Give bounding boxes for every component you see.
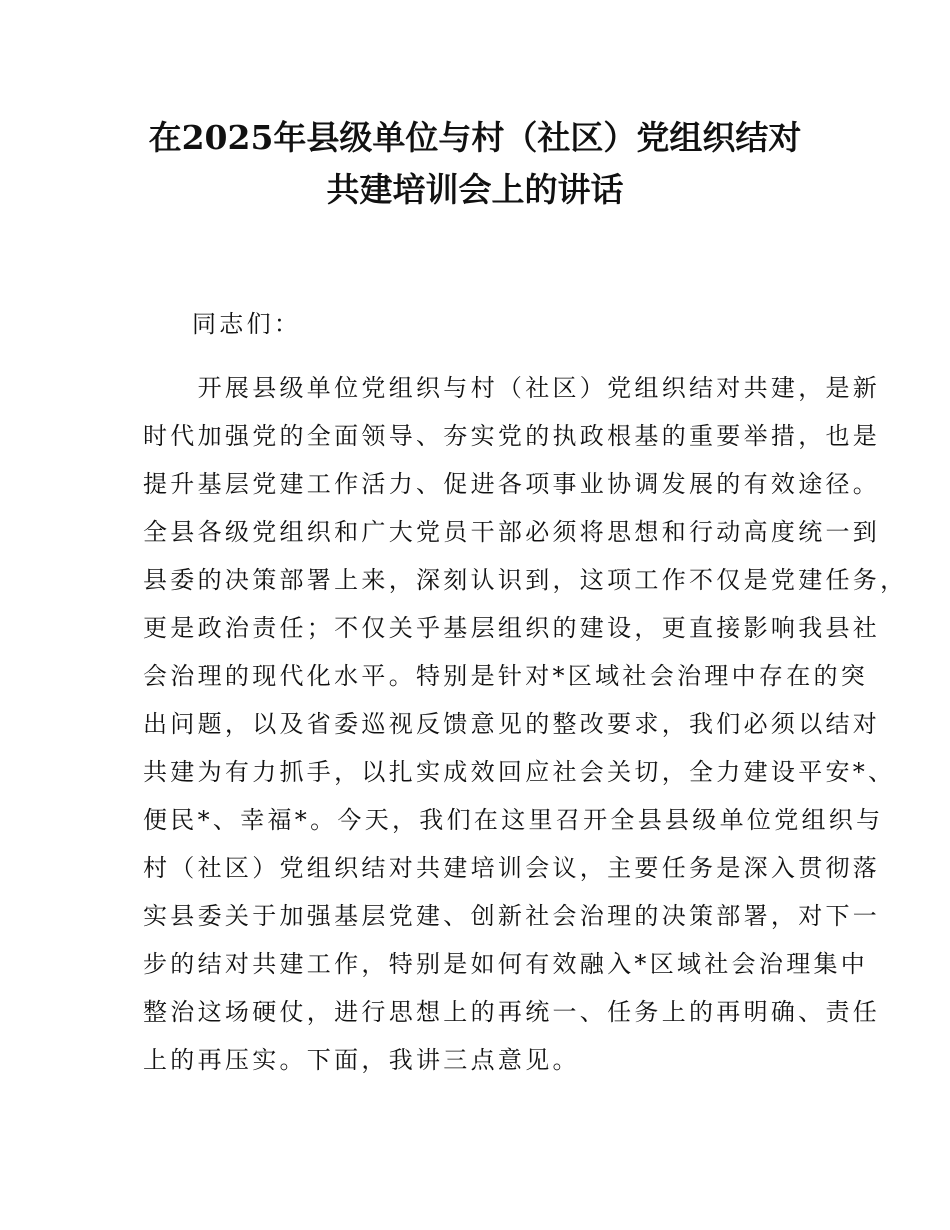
paragraph-line: 村（社区）党组织结对共建培训会议，主要任务是深入贯彻落 bbox=[143, 854, 881, 882]
salutation: 同志们： bbox=[192, 310, 302, 338]
paragraph-line: 实县委关于加强基层党建、创新社会治理的决策部署，对下一 bbox=[143, 902, 881, 930]
paragraph-line: 更是政治责任；不仅关乎基层组织的建设，更直接影响我县社 bbox=[143, 614, 881, 642]
paragraph-line: 会治理的现代化水平。特别是针对*区域社会治理中存在的突 bbox=[143, 662, 869, 690]
document-title-line-1: 在2025年县级单位与村（社区）党组织结对 bbox=[148, 118, 802, 157]
paragraph-line: 县委的决策部署上来，深刻认识到，这项工作不仅是党建任务， bbox=[143, 566, 908, 594]
paragraph-line: 提升基层党建工作活力、促进各项事业协调发展的有效途径。 bbox=[143, 470, 881, 498]
paragraph-line: 步的结对共建工作，特别是如何有效融入*区域社会治理集中 bbox=[143, 950, 869, 978]
paragraph-line: 整治这场硬仗，进行思想上的再统一、任务上的再明确、责任 bbox=[143, 998, 881, 1026]
paragraph-line: 全县各级党组织和广大党员干部必须将思想和行动高度统一到 bbox=[143, 518, 881, 546]
paragraph-line: 开展县级单位党组织与村（社区）党组织结对共建，是新 bbox=[143, 374, 881, 402]
paragraph-line: 便民*、幸福*。今天，我们在这里召开全县县级单位党组织与 bbox=[143, 806, 884, 834]
paragraph-line: 出问题，以及省委巡视反馈意见的整改要求，我们必须以结对 bbox=[143, 710, 881, 738]
paragraph-line: 共建为有力抓手，以扎实成效回应社会关切，全力建设平安*、 bbox=[143, 758, 896, 786]
paragraph-line: 上的再压实。下面，我讲三点意见。 bbox=[143, 1046, 580, 1074]
paragraph-line: 时代加强党的全面领导、夯实党的执政根基的重要举措，也是 bbox=[143, 422, 881, 450]
document-title-line-2: 共建培训会上的讲话 bbox=[326, 170, 624, 209]
